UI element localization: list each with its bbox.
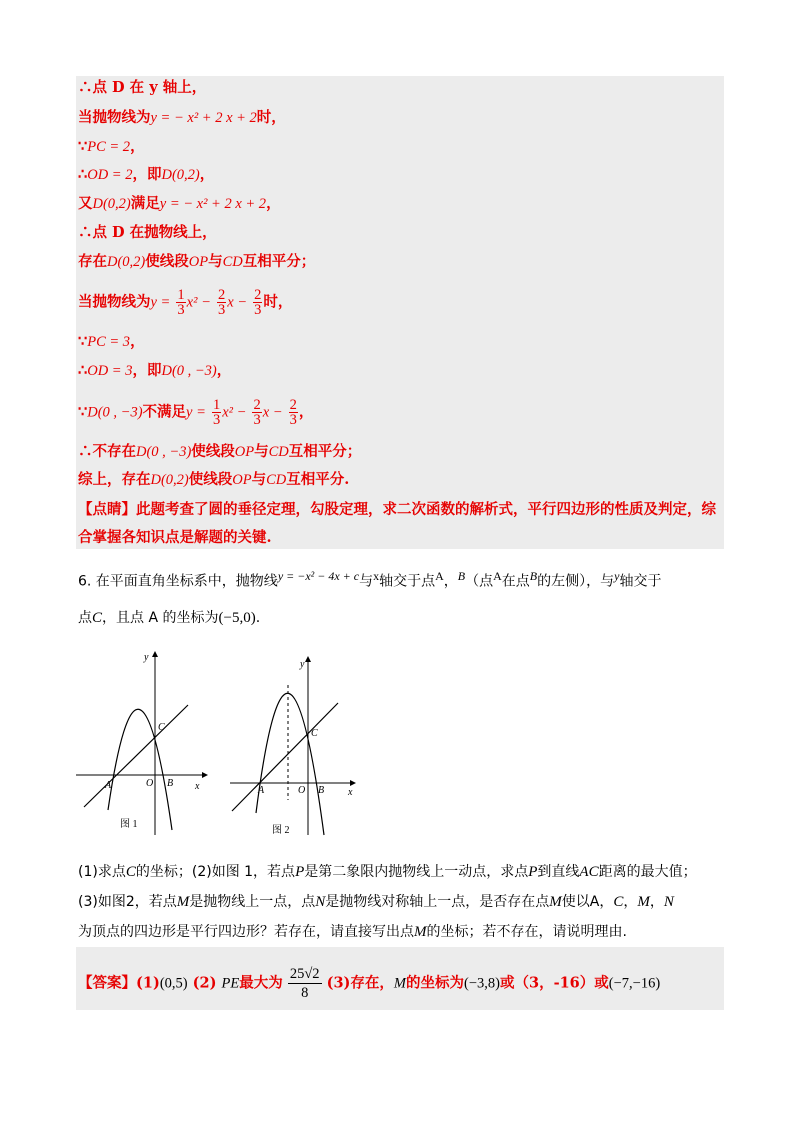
answer-text: 最大为 bbox=[239, 974, 283, 992]
numerator: 2 bbox=[253, 397, 261, 413]
numerator: 1 bbox=[177, 287, 185, 303]
solution-text: ， bbox=[130, 333, 145, 350]
fraction bbox=[176, 288, 185, 317]
solution-text: ∴不存在 bbox=[78, 443, 136, 460]
question-text: 的左侧），与 bbox=[537, 573, 615, 590]
question-text: ， bbox=[599, 894, 614, 910]
denominator: 3 bbox=[253, 412, 261, 428]
point-label: A bbox=[589, 894, 600, 910]
coordinate: (−5,0) bbox=[218, 610, 256, 626]
point-label: C bbox=[613, 894, 624, 910]
question-text: 使以 bbox=[561, 894, 590, 910]
solution-panel bbox=[76, 76, 724, 549]
question-text: 轴交于 bbox=[619, 573, 662, 590]
solution-text: ， bbox=[130, 138, 145, 155]
question-text: 6. 在平面直角坐标系中，抛物线 bbox=[78, 573, 278, 590]
question-parts bbox=[78, 857, 724, 947]
segment-label: OP bbox=[232, 472, 252, 488]
question-text: 到直线 bbox=[537, 864, 580, 880]
question-text: 与 bbox=[359, 573, 374, 590]
answer-text: (1) bbox=[136, 974, 160, 992]
question-text: . bbox=[255, 610, 261, 626]
point-a-label: A bbox=[105, 780, 112, 791]
segment-label: CD bbox=[268, 444, 289, 460]
answer-line bbox=[78, 965, 660, 1002]
equation: OD = 3 bbox=[87, 363, 133, 379]
y-label: y bbox=[300, 659, 305, 670]
solution-text: ∵ bbox=[78, 333, 88, 350]
equation: x − bbox=[262, 404, 283, 421]
segment-label: CD bbox=[222, 254, 243, 270]
y-axis-arrow bbox=[305, 656, 311, 662]
denominator: 3 bbox=[289, 412, 297, 428]
x-label: x bbox=[195, 781, 200, 792]
question-part-1-2 bbox=[78, 857, 724, 887]
numerator: 2 bbox=[217, 287, 226, 303]
solution-text: 使线段 bbox=[145, 253, 189, 270]
point-label: M bbox=[176, 894, 190, 910]
solution-text: ， bbox=[216, 362, 232, 379]
solution-text: 互相平分； bbox=[242, 253, 316, 270]
solution-text: ，即 bbox=[132, 166, 162, 183]
denominator: 8 bbox=[301, 985, 309, 1001]
point-label: M bbox=[414, 924, 427, 940]
question-text: (1)求点 bbox=[78, 864, 126, 880]
point-label: N bbox=[315, 894, 326, 910]
numerator: 25√2 bbox=[289, 966, 320, 982]
point-label: B bbox=[457, 569, 466, 583]
solution-text: 不满足 bbox=[142, 403, 187, 421]
question-text: 是抛物线对称轴上一点，是否存在点 bbox=[325, 894, 550, 910]
fraction bbox=[288, 965, 322, 1002]
line-ac bbox=[84, 705, 188, 807]
equation: y = − x² + 2 x + 2 bbox=[159, 196, 267, 212]
solution-text: 使线段 bbox=[188, 471, 233, 488]
point-label: M bbox=[393, 975, 407, 992]
fraction bbox=[253, 288, 262, 317]
solution-text: 与 bbox=[208, 253, 223, 270]
answer-panel bbox=[76, 947, 724, 1010]
equation: y = − x² + 2 x + 2 bbox=[150, 110, 257, 126]
equation: D(0,2) bbox=[92, 196, 131, 212]
question-text: (3)如图2，若点 bbox=[78, 894, 177, 910]
question-line-1 bbox=[78, 566, 661, 592]
solution-text: ， bbox=[298, 403, 314, 421]
solution-text: 时， bbox=[256, 109, 286, 126]
solution-text: ∴ bbox=[78, 166, 88, 183]
question-text: 的坐标；(2)如图 1，若点 bbox=[135, 864, 296, 880]
equation: D(0,2) bbox=[161, 167, 200, 183]
solution-line-13 bbox=[78, 470, 349, 490]
question-part-3-cont bbox=[78, 917, 724, 947]
answer-value: (−3,8) bbox=[464, 975, 500, 992]
solution-line-7 bbox=[78, 252, 315, 272]
fraction bbox=[217, 288, 226, 317]
answer-text: (2) bbox=[192, 974, 217, 992]
segment-label: OP bbox=[234, 444, 255, 460]
point-b-label: B bbox=[167, 778, 174, 789]
question-text: 点 bbox=[78, 610, 92, 626]
point-c-label: C bbox=[311, 728, 318, 739]
solution-text: 当抛物线为 bbox=[78, 293, 151, 311]
segment-label: AC bbox=[579, 864, 599, 880]
numerator: 2 bbox=[254, 287, 262, 303]
point-label: A bbox=[493, 569, 502, 583]
solution-text: 又 bbox=[78, 195, 93, 212]
point-c-label: C bbox=[158, 722, 165, 733]
solution-text: ∴ bbox=[78, 362, 88, 379]
comment-note: 【点睛】此题考查了圆的垂径定理，勾股定理，求二次函数的解析式，平行四边形的性质及判定，综合掌握各知识点是解题的关键. bbox=[78, 501, 716, 546]
solution-text: 使线段 bbox=[191, 443, 235, 460]
point-b-label: B bbox=[318, 785, 325, 796]
solution-text: 时， bbox=[263, 293, 293, 311]
point-o-label: O bbox=[146, 778, 154, 789]
answer-value: (0,5) bbox=[159, 975, 188, 992]
question-text: 是抛物线上一点，点 bbox=[189, 894, 316, 910]
x-label: x bbox=[348, 787, 353, 798]
equation: D(0 , −3) bbox=[161, 363, 217, 379]
point-label: A bbox=[435, 569, 444, 583]
equation: y = bbox=[186, 404, 206, 421]
solution-line-12 bbox=[78, 442, 361, 462]
solution-text: 互相平分. bbox=[286, 471, 350, 488]
point-label: N bbox=[663, 894, 674, 910]
equation: PC = 2 bbox=[87, 139, 131, 155]
answer-text: (3)存在， bbox=[326, 974, 394, 992]
solution-text: ∵ bbox=[78, 138, 88, 155]
figure-2-caption: 图 2 bbox=[272, 825, 290, 836]
variable: x bbox=[373, 569, 380, 583]
equation: D(0 , −3) bbox=[87, 404, 143, 421]
y-axis-arrow bbox=[152, 651, 158, 657]
figure-1-caption: 图 1 bbox=[120, 819, 138, 830]
question-part-3 bbox=[78, 887, 724, 917]
point-label: P bbox=[295, 864, 305, 880]
solution-line-3 bbox=[78, 137, 145, 157]
equation: D(0,2) bbox=[107, 254, 146, 270]
question-text: ， bbox=[649, 894, 664, 910]
denominator: 3 bbox=[254, 302, 262, 318]
solution-line-5 bbox=[78, 194, 281, 214]
equation: x − bbox=[227, 294, 248, 311]
solution-line-10 bbox=[78, 361, 231, 381]
solution-text: ∵ bbox=[78, 403, 88, 421]
equation: y = −x² − 4x + c bbox=[277, 569, 360, 583]
point-o-label: O bbox=[298, 785, 306, 796]
question-text: ， bbox=[443, 573, 458, 590]
answer-text: 的坐标为 bbox=[406, 974, 465, 992]
question-text: （点 bbox=[465, 573, 494, 590]
fraction bbox=[212, 398, 221, 427]
solution-line-4 bbox=[78, 165, 214, 185]
fraction bbox=[252, 398, 261, 427]
solution-line-1 bbox=[78, 78, 206, 98]
solution-text: 综上，存在 bbox=[78, 471, 151, 488]
solution-line-9 bbox=[78, 332, 145, 352]
question-text: 是第二象限内抛物线上一动点，求点 bbox=[304, 864, 529, 880]
solution-text: ， bbox=[266, 195, 281, 212]
question-text: 的坐标；若不存在，请说明理由. bbox=[426, 924, 627, 940]
parabola bbox=[256, 693, 324, 835]
equation: x² − bbox=[186, 294, 211, 311]
figure-1 bbox=[76, 651, 208, 835]
equation: D(0 , −3) bbox=[136, 444, 192, 460]
x-axis-arrow bbox=[350, 780, 356, 786]
equation: OD = 2 bbox=[87, 167, 133, 183]
variable: y bbox=[614, 569, 620, 583]
equation: PC = 3 bbox=[87, 334, 131, 350]
numerator: 1 bbox=[212, 397, 221, 413]
figure-diagrams bbox=[70, 645, 370, 845]
solution-text: 满足 bbox=[130, 195, 160, 212]
equation: y = bbox=[150, 294, 171, 311]
question-text: 轴交于点 bbox=[379, 573, 436, 590]
figure-2 bbox=[230, 656, 356, 836]
question-text: 在点 bbox=[501, 573, 530, 590]
solution-line-8 bbox=[78, 288, 292, 317]
solution-text: ， bbox=[199, 166, 215, 183]
fraction bbox=[289, 398, 298, 427]
point-label: C bbox=[125, 864, 136, 880]
denominator: 3 bbox=[212, 412, 221, 428]
segment-label: PE bbox=[221, 975, 240, 992]
equation: x² − bbox=[222, 404, 247, 421]
point-label: C bbox=[92, 610, 103, 626]
question-line-2 bbox=[78, 608, 260, 628]
question-text: 距离的最大值； bbox=[598, 864, 697, 880]
point-label: P bbox=[528, 864, 538, 880]
y-label: y bbox=[144, 652, 149, 663]
solution-line-6 bbox=[78, 223, 217, 243]
denominator: 3 bbox=[177, 302, 185, 318]
segment-label: CD bbox=[266, 472, 287, 488]
denominator: 3 bbox=[217, 302, 226, 318]
x-axis-arrow bbox=[202, 772, 208, 778]
point-label: M bbox=[549, 894, 562, 910]
equation: D(0,2) bbox=[150, 472, 189, 488]
solution-text: 存在 bbox=[78, 253, 107, 270]
solution-text: 与 bbox=[254, 443, 269, 460]
point-label: B bbox=[529, 569, 538, 583]
solution-text: 与 bbox=[251, 471, 267, 488]
numerator: 2 bbox=[289, 397, 297, 413]
point-a-label: A bbox=[258, 785, 265, 796]
solution-text: ∴点 D 在 y 轴上， bbox=[78, 79, 207, 96]
solution-text: 互相平分； bbox=[288, 443, 362, 460]
question-text: 为顶点的四边形是平行四边形？若存在，请直接写出点 bbox=[78, 924, 414, 940]
solution-text: ∴点 D 在抛物线上， bbox=[78, 224, 217, 241]
question-text: ，且点 A 的坐标为 bbox=[102, 610, 219, 626]
solution-text: 当抛物线为 bbox=[78, 109, 151, 126]
solution-line-11 bbox=[78, 398, 313, 427]
solution-line-2 bbox=[78, 108, 286, 128]
answer-label: 【答案】 bbox=[78, 974, 136, 992]
point-label: M bbox=[637, 894, 650, 910]
answer-text: 或（3，-16）或 bbox=[499, 974, 609, 992]
question-text: ， bbox=[623, 894, 638, 910]
solution-text: ，即 bbox=[132, 362, 162, 379]
segment-label: OP bbox=[188, 254, 209, 270]
answer-value: (−7,−16) bbox=[608, 975, 661, 992]
